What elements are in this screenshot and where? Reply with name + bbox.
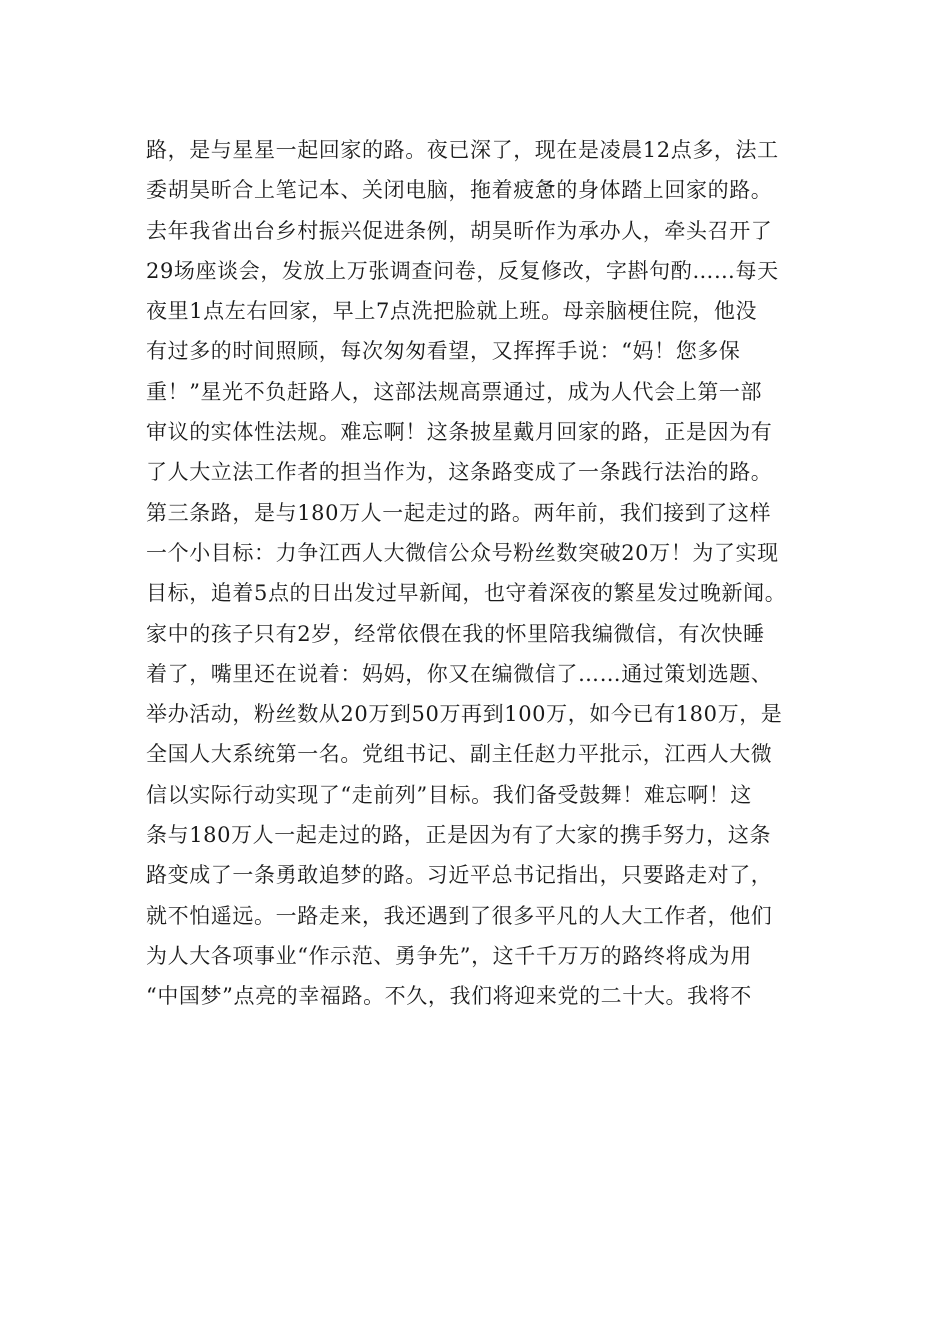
- text-line-14: 着了，嘴里还在说着：妈妈，你又在编微信了……通过策划选题、: [146, 661, 773, 686]
- text-line-16: 全国人大系统第一名。党组书记、副主任赵力平批示，江西人大微: [146, 742, 773, 767]
- text-line-19: 路变成了一条勇敢追梦的路。习近平总书记指出，只要路走对了，: [146, 863, 773, 888]
- text-line-10: 第三条路，是与180万人一起走过的路。两年前，我们接到了这样: [146, 500, 772, 525]
- text-line-12: 目标，追着5点的日出发过早新闻，也守着深夜的繁星发过晚新闻。: [146, 581, 787, 606]
- body-text: [146, 130, 811, 1017]
- text-line-1: 路，是与星星一起回家的路。夜已深了，现在是凌晨12点多，法工: [146, 138, 779, 162]
- text-line-9: 了人大立法工作者的担当作为，这条路变成了一条践行法治的路。: [146, 460, 773, 485]
- text-line-20: 就不怕遥远。一路走来，我还遇到了很多平凡的人大工作者，他们: [146, 903, 773, 928]
- text-line-3: 去年我省出台乡村振兴促进条例，胡昊昕作为承办人，牵头召开了: [146, 218, 773, 243]
- text-line-6: 有过多的时间照顾，每次匆匆看望，又挥挥手说：“妈！您多保: [146, 339, 741, 364]
- text-line-13: 家中的孩子只有2岁，经常依偎在我的怀里陪我编微信，有次快睡: [146, 621, 765, 646]
- text-line-7: 重！”星光不负赶路人，这部法规高票通过，成为人代会上第一部: [146, 379, 763, 404]
- text-line-2: 委胡昊昕合上笔记本、关闭电脑，拖着疲惫的身体踏上回家的路。: [146, 178, 773, 203]
- text-line-11: 一个小目标：力争江西人大微信公众号粉丝数突破20万！为了实现: [146, 540, 779, 565]
- text-line-15: 举办活动，粉丝数从20万到50万再到100万，如今已有180万，是: [146, 702, 783, 727]
- text-line-5: 夜里1点左右回家，早上7点洗把脸就上班。母亲脑梗住院，他没: [146, 299, 758, 324]
- text-line-4: 29场座谈会，发放上万张调查问卷，反复修改，字斟句酌……每天: [146, 258, 779, 283]
- text-line-22: “中国梦”点亮的幸福路。不久，我们将迎来党的二十大。我将不: [146, 984, 752, 1009]
- text-line-8: 审议的实体性法规。难忘啊！这条披星戴月回家的路，正是因为有: [146, 420, 773, 445]
- text-line-17: 信以实际行动实现了“走前列”目标。我们备受鼓舞！难忘啊！这: [146, 782, 752, 807]
- text-line-18: 条与180万人一起走过的路，正是因为有了大家的携手努力，这条: [146, 823, 772, 848]
- text-line-21: 为人大各项事业“作示范、勇争先”，这千千万万的路终将成为用: [146, 943, 752, 968]
